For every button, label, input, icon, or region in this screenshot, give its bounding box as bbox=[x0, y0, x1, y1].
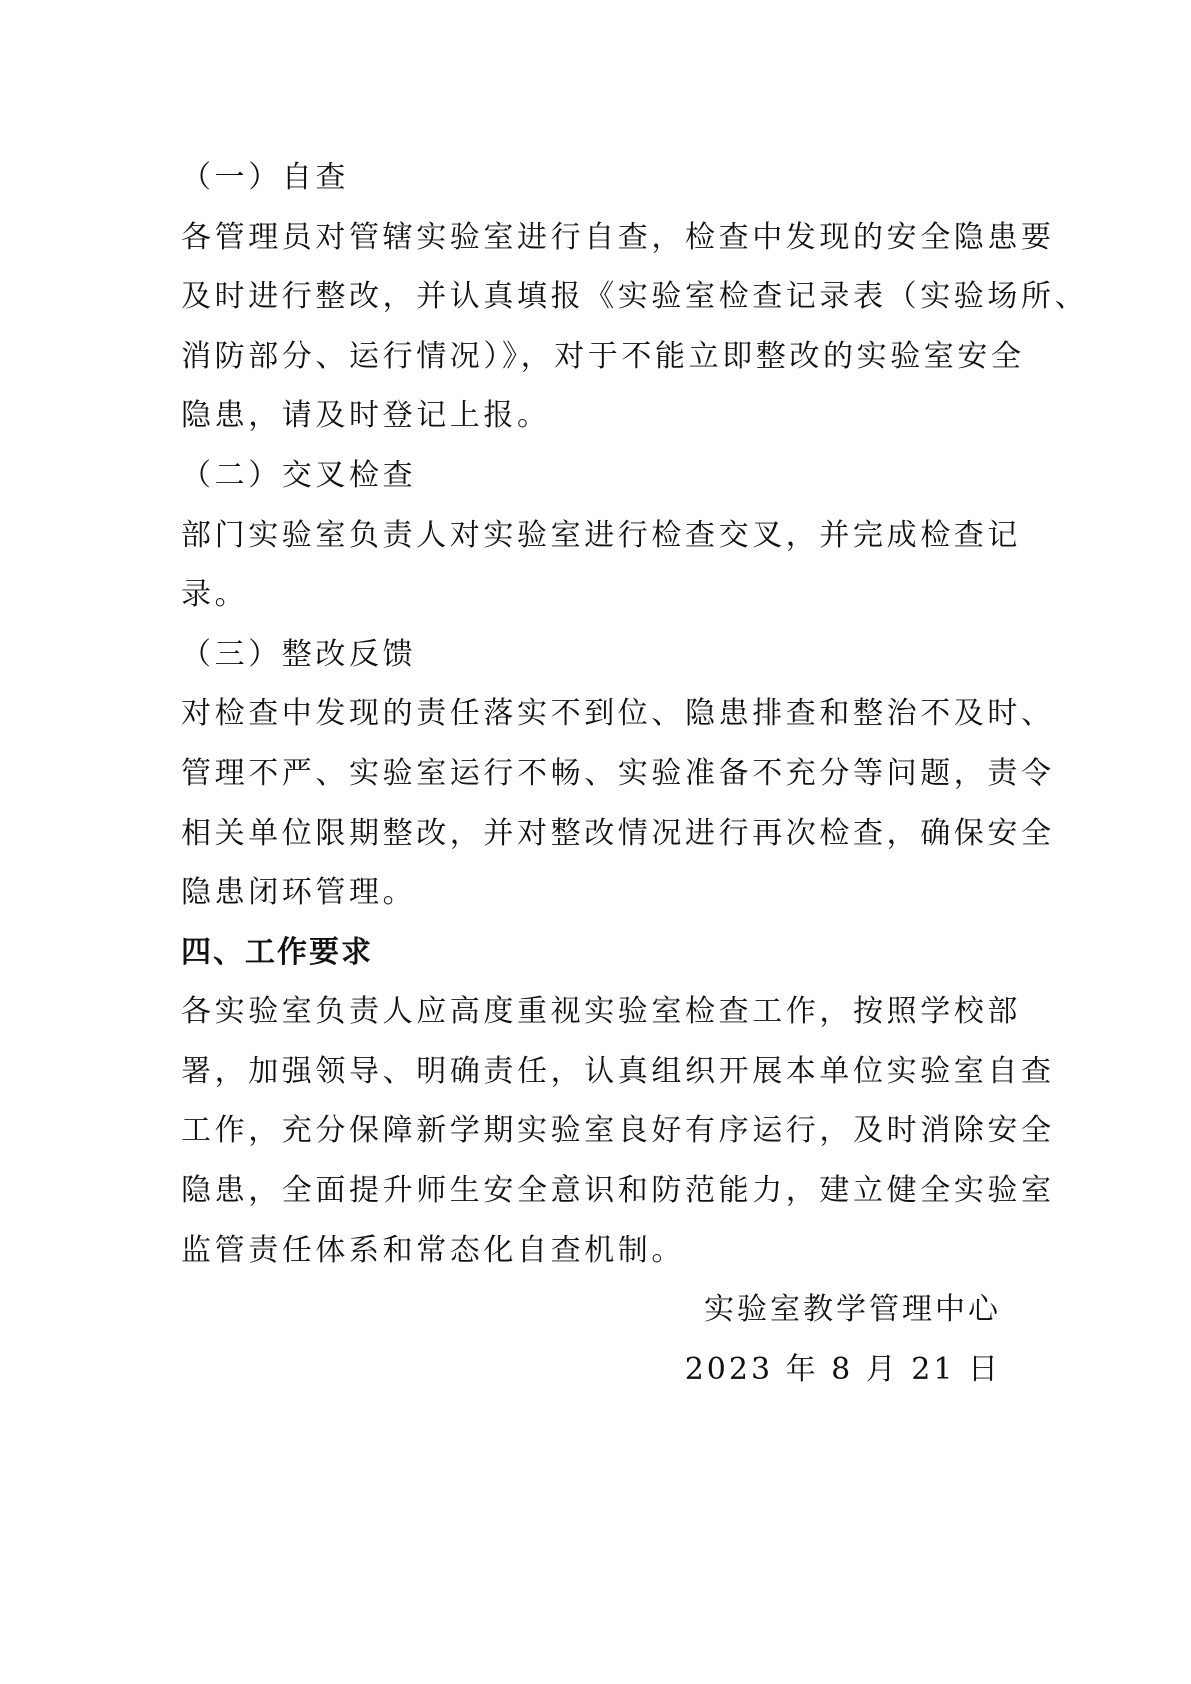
paragraph-line: 相关单位限期整改，并对整改情况进行再次检查，确保安全 bbox=[181, 816, 1055, 851]
paragraph-line: 录。 bbox=[181, 577, 249, 612]
paragraph-line: 各管理员对管辖实验室进行自查，检查中发现的安全隐患要 bbox=[181, 220, 1055, 255]
paragraph-line: 部门实验室负责人对实验室进行检查交叉，并完成检查记 bbox=[181, 518, 1021, 553]
paragraph-line: 各实验室负责人应高度重视实验室检查工作，按照学校部 bbox=[181, 994, 1021, 1029]
paragraph-line: 隐患闭环管理。 bbox=[181, 875, 417, 910]
subsection-title-cross-check: （二）交叉检查 bbox=[181, 458, 417, 493]
paragraph-line: 及时进行整改，并认真填报《实验室检查记录表（实验场所、 bbox=[181, 279, 1089, 314]
paragraph-line: 消防部分、运行情况）》，对于不能立即整改的实验室安全 bbox=[181, 339, 1025, 374]
signature-organization: 实验室教学管理中心 bbox=[704, 1292, 1001, 1327]
paragraph-line: 工作，充分保障新学期实验室良好有序运行，及时消除安全 bbox=[181, 1113, 1055, 1148]
paragraph-line: 隐患，请及时登记上报。 bbox=[181, 398, 551, 433]
paragraph-line: 监管责任体系和常态化自查机制。 bbox=[181, 1233, 685, 1268]
subsection-title-self-check: （一）自查 bbox=[181, 160, 349, 195]
paragraph-line: 署，加强领导、明确责任，认真组织开展本单位实验室自查 bbox=[181, 1054, 1055, 1089]
signature-date: 2023 年 8 月 21 日 bbox=[684, 1352, 1001, 1387]
paragraph-line: 隐患，全面提升师生安全意识和防范能力，建立健全实验室 bbox=[181, 1173, 1055, 1208]
subsection-title-rectification: （三）整改反馈 bbox=[181, 637, 417, 672]
paragraph-line: 管理不严、实验室运行不畅、实验准备不充分等问题，责令 bbox=[181, 756, 1055, 791]
paragraph-line: 对检查中发现的责任落实不到位、隐患排查和整治不及时、 bbox=[181, 696, 1055, 731]
section-heading-work-requirements: 四、工作要求 bbox=[181, 935, 373, 970]
